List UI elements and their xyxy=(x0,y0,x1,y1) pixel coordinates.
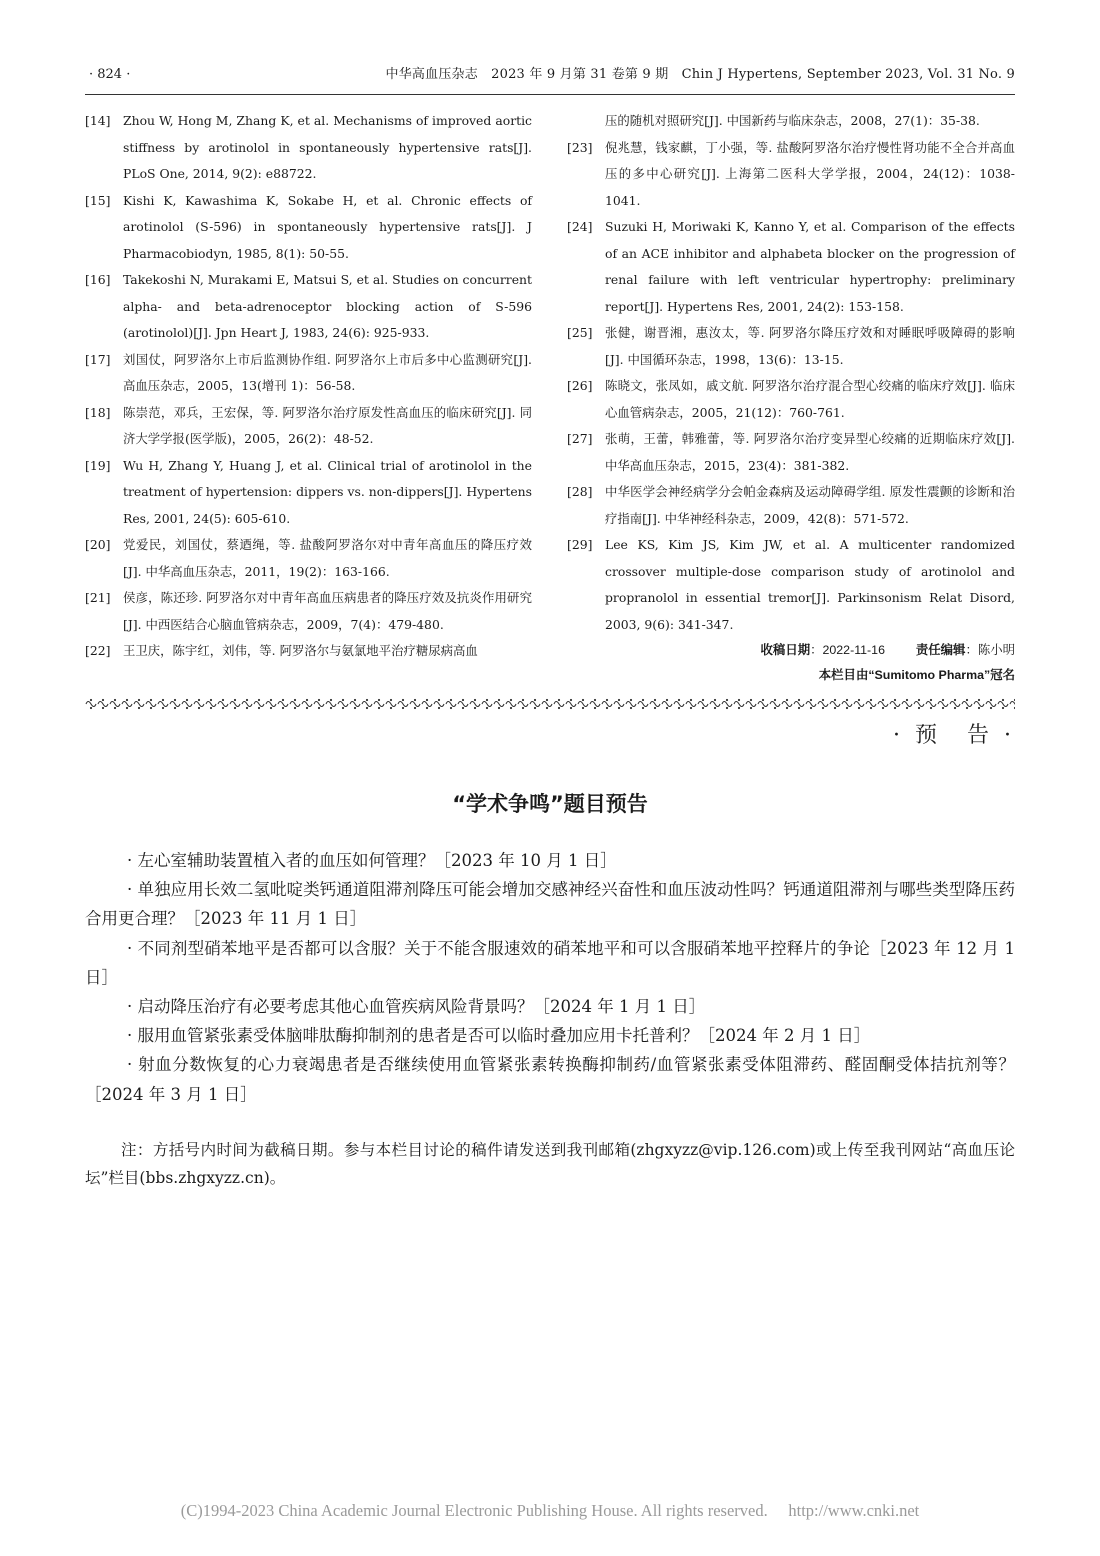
references-right-column xyxy=(567,108,1015,638)
page-header xyxy=(85,64,1015,88)
topic-item: · 不同剂型硝苯地平是否都可以含服？关于不能含服速效的硝苯地平和可以含服硝苯地平控释片的争论［2023 年 12 月 1 日］ xyxy=(85,938,1015,987)
topic-item: · 左心室辅助装置植入者的血压如何管理？［2023 年 10 月 1 日］ xyxy=(127,851,617,870)
reference-text: 张萌，王蕾，韩雅蕾，等. 阿罗洛尔治疗变异型心绞痛的近期临床疗效[J]. 中华高血压杂志，2015，23(4)：381-382. xyxy=(605,431,1015,473)
ornamental-divider xyxy=(85,697,1015,711)
reference-item xyxy=(85,532,532,585)
reference-text: 压的随机对照研究[J]. 中国新药与临床杂志，2008，27(1)：35-38. xyxy=(605,113,980,128)
reference-number: [21] xyxy=(85,590,111,605)
reference-number: [23] xyxy=(567,139,593,155)
reference-text: Takekoshi N, Murakami E, Matsui S, et al. Studies on concurrent alpha- and beta-adrenoceptor blocking action of S-596 (arotinolol)[J]. Jpn Heart J, 1983, 24(6): 925-933. xyxy=(123,272,532,340)
reference-text: 党爱民，刘国仗，蔡迺绳，等. 盐酸阿罗洛尔对中青年高血压的降压疗效[J]. 中华高血压杂志，2011，19(2)：163-166. xyxy=(123,537,532,579)
notice-title: “学术争鸣”题目预告 xyxy=(452,792,648,816)
reference-item xyxy=(567,426,1015,479)
running-head: 中华高血压杂志 2023 年 9 月第 31 卷第 9 期 Chin J Hypertens, September 2023, Vol. 31 No. 9 xyxy=(385,67,1015,82)
reference-text: 侯彦，陈还珍. 阿罗洛尔对中青年高血压病患者的降压疗效及抗炎作用研究[J]. 中西医结合心脑血管病杂志，2009，7(4)：479-480. xyxy=(123,590,532,632)
reference-number: [18] xyxy=(85,404,111,420)
reference-number: [22] xyxy=(85,643,111,658)
reference-item xyxy=(567,479,1015,532)
reference-text: Lee KS, Kim JS, Kim JW, et al. A multicenter randomized crossover multiple-dose comparison study of arotinolol and propranolol in essential tremor[J]. Parkinsonism Relat Disord, 2003, 9(6): 341-347. xyxy=(605,537,1015,632)
reference-item xyxy=(85,585,532,638)
reference-text: 陈晓文，张凤如，戚文航. 阿罗洛尔治疗混合型心绞痛的临床疗效[J]. 临床心血管病杂志，2005，21(12)：760-761. xyxy=(605,378,1015,420)
reference-text: 倪兆慧，钱家麒，丁小强，等. 盐酸阿罗洛尔治疗慢性肾功能不全合并高血压的多中心研究[J]. 上海第二医科大学学报，2004，24(12)：1038-1041. xyxy=(605,139,1015,208)
page-number: · 824 · xyxy=(89,67,131,82)
topic-item: · 射血分数恢复的心力衰竭患者是否继续使用血管紧张素转换酶抑制药/血管紧张素受体阻滞药、醛固酮受体拮抗剂等？［2024 年 3 月 1 日］ xyxy=(85,1055,1015,1104)
editor-label: 责任编辑 xyxy=(915,643,966,657)
reference-item xyxy=(85,108,532,188)
reference-text: 陈崇范，邓兵，王宏保，等. 阿罗洛尔治疗原发性高血压的临床研究[J]. 同济大学学报(医学版)，2005，26(2)：48-52. xyxy=(123,404,532,446)
copyright-watermark: (C)1994-2023 China Academic Journal Electronic Publishing House. All rights reserved. http://www.cnki.net xyxy=(180,1501,920,1520)
received-line xyxy=(761,640,1015,660)
reference-item xyxy=(567,214,1015,320)
topic-item: · 单独应用长效二氢吡啶类钙通道阻滞剂降压可能会增加交感神经兴奋性和血压波动性吗？钙通道阻滞剂与哪些类型降压药合用更合理？［2023 年 11 月 1 日］ xyxy=(85,880,1015,929)
reference-item xyxy=(85,400,532,453)
reference-number: [14] xyxy=(85,113,111,128)
header-rule xyxy=(85,94,1015,95)
reference-number: [24] xyxy=(567,219,593,234)
reference-number: [17] xyxy=(85,351,111,367)
reference-number: [16] xyxy=(85,272,111,287)
reference-item xyxy=(567,135,1015,215)
reference-number: [25] xyxy=(567,325,593,340)
topic-item: · 服用血管紧张素受体脑啡肽酶抑制剂的患者是否可以临时叠加应用卡托普利？［2024 年 2 月 1 日］ xyxy=(127,1026,871,1046)
reference-item xyxy=(567,373,1015,426)
reference-item xyxy=(567,320,1015,373)
reference-text: 张健，谢晋湘，惠汝太，等. 阿罗洛尔降压疗效和对睡眠呼吸障碍的影响[J]. 中国循环杂志，1998，13(6)：13-15. xyxy=(605,325,1015,367)
received-date-value: ：2022-11-16 xyxy=(810,643,885,657)
reference-text: Zhou W, Hong M, Zhang K, et al. Mechanisms of improved aortic stiffness by arotinolol in spontaneously hypertensive rats[J]. PLoS One, 2014, 9(2): e88722. xyxy=(123,113,532,181)
reference-number: [26] xyxy=(567,378,593,393)
reference-number: [15] xyxy=(85,192,111,208)
reference-text: Kishi K, Kawashima K, Sokabe H, et al. Chronic effects of arotinolol (S-596) in spontaneously hypertensive rats[J]. J Pharmacobiodyn, 1985, 8(1): 50-55. xyxy=(123,192,532,261)
reference-item xyxy=(85,267,532,347)
reference-number: [28] xyxy=(567,484,593,499)
reference-number: [19] xyxy=(85,457,111,473)
reference-text: 刘国仗，阿罗洛尔上市后监测协作组. 阿罗洛尔上市后多中心监测研究[J]. 高血压杂志，2005，13(增刊 1)：56-58. xyxy=(123,351,532,393)
reference-text: Suzuki H, Moriwaki K, Kanno Y, et al. Comparison of the effects of an ACE inhibitor and alphabeta blocker on the progression of renal failure with left ventricular hypertrophy: preliminary report[J]. Hypertens Res, 2001, 24(2): 153-158. xyxy=(605,219,1015,314)
reference-number: [20] xyxy=(85,537,111,552)
submission-note: 注：方括号内时间为截稿日期。参与本栏目讨论的稿件请发送到我刊邮箱(zhgxyzz@vip.126.com)或上传至我刊网站“高血压论坛”栏目(bbs.zhgxyzz.cn)。 xyxy=(85,1141,1015,1187)
references-left-column xyxy=(85,108,532,665)
reference-item xyxy=(85,453,532,533)
reference-item xyxy=(85,347,532,400)
reference-text: Wu H, Zhang Y, Huang J, et al. Clinical trial of arotinolol in the treatment of hypertension: dippers vs. non-dippers[J]. Hypertens Res, 2001, 24(5): 605-610. xyxy=(123,457,532,526)
reference-item xyxy=(85,638,532,665)
reference-number: [29] xyxy=(567,537,593,552)
reference-text: 中华医学会神经病学分会帕金森病及运动障碍学组. 原发性震颤的诊断和治疗指南[J]. 中华神经科杂志，2009，42(8)：571-572. xyxy=(605,484,1015,526)
received-date-label: 收稿日期 xyxy=(760,643,811,657)
editor-value: ：陈小明 xyxy=(965,643,1015,657)
reference-item-continued xyxy=(567,108,1015,135)
reference-number: [27] xyxy=(567,431,593,446)
topic-item: · 启动降压治疗有必要考虑其他心血管疾病风险背景吗？［2024 年 1 月 1 日］ xyxy=(127,997,706,1017)
reference-item xyxy=(85,188,532,268)
reference-text: 王卫庆，陈宇红，刘伟，等. 阿罗洛尔与氨氯地平治疗糖尿病高血 xyxy=(123,643,478,658)
reference-item xyxy=(567,532,1015,638)
sponsor-line: 本栏目由“Sumitomo Pharma”冠名 xyxy=(818,668,1015,682)
topic-list xyxy=(85,846,1015,1109)
notice-section-label: · 预 告 · xyxy=(893,723,1015,748)
